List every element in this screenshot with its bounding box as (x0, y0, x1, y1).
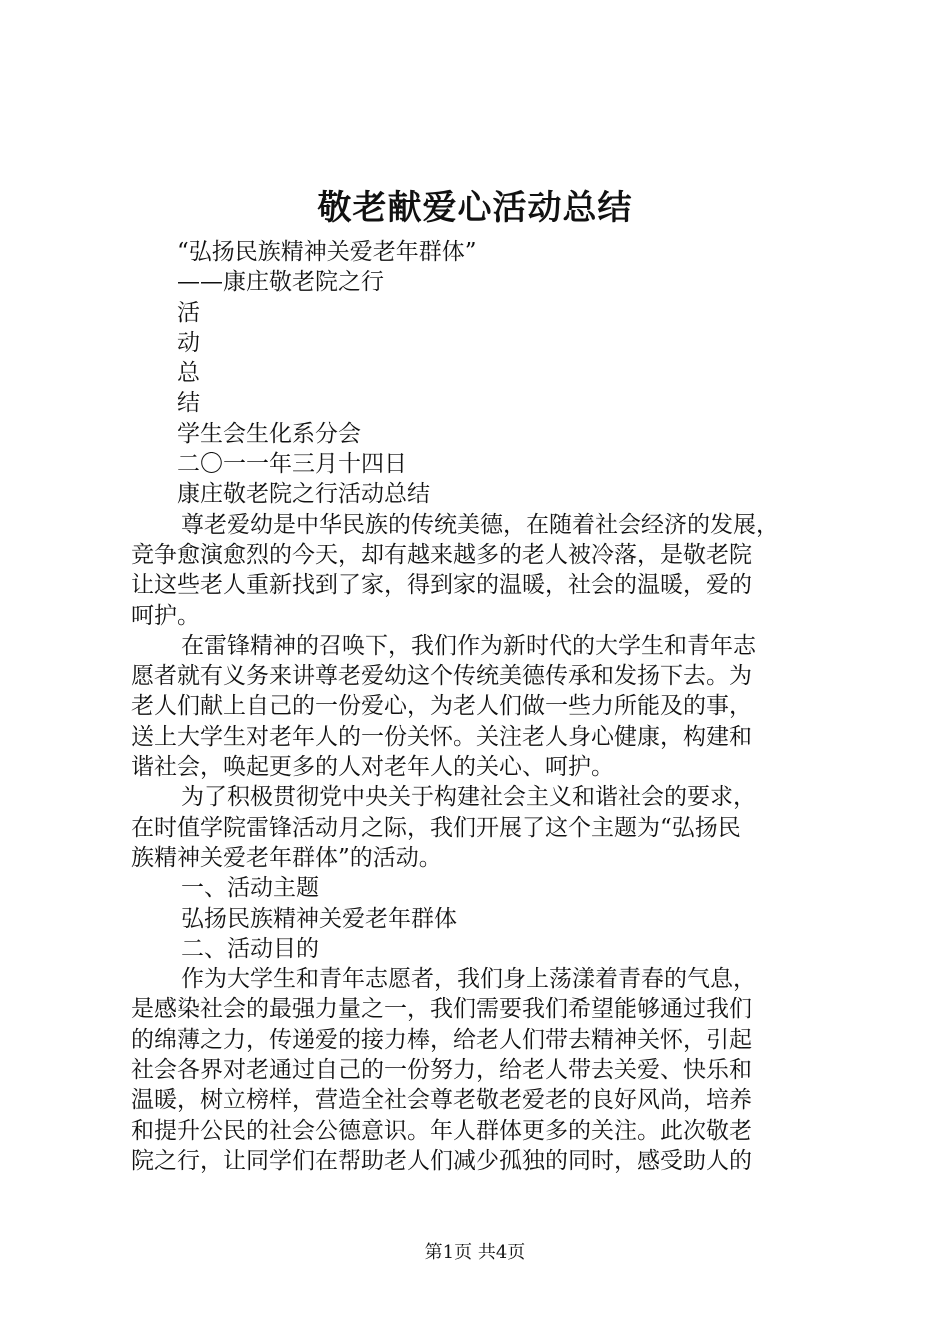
subtitle-line: “弘扬民族精神关爱老年群体” (177, 239, 477, 265)
section-heading: 一、活动主题 (181, 875, 319, 902)
paragraph-line: 温暖，树立榜样，营造全社会尊老敬老爱老的良好风尚，培养 (131, 1087, 752, 1114)
paragraph-line: 尊老爱幼是中华民族的传统美德，在随着社会经济的发展， (181, 511, 779, 538)
paragraph-line: 弘扬民族精神关爱老年群体 (181, 905, 457, 932)
paragraph-line: 谐社会，唤起更多的人对老年人的关心、呵护。 (131, 754, 614, 781)
cover-line: 动 (177, 329, 200, 356)
document-body (131, 237, 831, 1176)
cover-line: 总 (177, 360, 200, 387)
section-heading: 二、活动目的 (181, 935, 319, 962)
section-title: 康庄敬老院之行活动总结 (177, 481, 430, 508)
paragraph-line: 作为大学生和青年志愿者，我们身上荡漾着青春的气息， (181, 966, 756, 993)
paragraph-line: 社会各界对老通过自己的一份努力，给老人带去关爱、快乐和 (131, 1057, 752, 1084)
paragraph-line: 在时值学院雷锋活动月之际，我们开展了这个主题为“弘扬民 (131, 814, 741, 841)
document-title: 敬老献爱心活动总结 (317, 188, 633, 228)
paragraph-line: 让这些老人重新找到了家，得到家的温暖，社会的温暖，爱的 (131, 572, 752, 599)
paragraph-line: 竞争愈演愈烈的今天，却有越来越多的老人被冷落，是敬老院 (131, 541, 752, 568)
paragraph-line: 送上大学生对老年人的一份关怀。关注老人身心健康，构建和 (131, 723, 752, 750)
page-footer: 第1页 共4页 (424, 1242, 526, 1263)
paragraph-line: 为了积极贯彻党中央关于构建社会主义和谐社会的要求， (181, 784, 756, 811)
cover-line: 结 (177, 390, 200, 417)
subtitle-line: ——康庄敬老院之行 (177, 269, 384, 296)
paragraph-line: 愿者就有义务来讲尊老爱幼这个传统美德传承和发扬下去。为 (131, 663, 752, 690)
paragraph-line: 院之行，让同学们在帮助老人们减少孤独的同时，感受助人的 (131, 1147, 752, 1174)
paragraph-line: 的绵薄之力，传递爱的接力棒，给老人们带去精神关怀，引起 (131, 1026, 752, 1053)
cover-line: 活 (177, 299, 200, 326)
date-line: 二〇一一年三月十四日 (177, 451, 407, 478)
paragraph-line: 族精神关爱老年群体”的活动。 (131, 844, 442, 871)
paragraph-line: 在雷锋精神的召唤下，我们作为新时代的大学生和青年志 (181, 632, 756, 659)
paragraph-line: 呵护。 (131, 602, 200, 629)
organizer-line: 学生会生化系分会 (177, 420, 361, 447)
paragraph-line: 是感染社会的最强力量之一，我们需要我们希望能够通过我们 (131, 996, 752, 1023)
paragraph-line: 和提升公民的社会公德意识。年人群体更多的关注。此次敬老 (131, 1117, 752, 1144)
paragraph-line: 老人们献上自己的一份爱心，为老人们做一些力所能及的事， (131, 693, 752, 720)
